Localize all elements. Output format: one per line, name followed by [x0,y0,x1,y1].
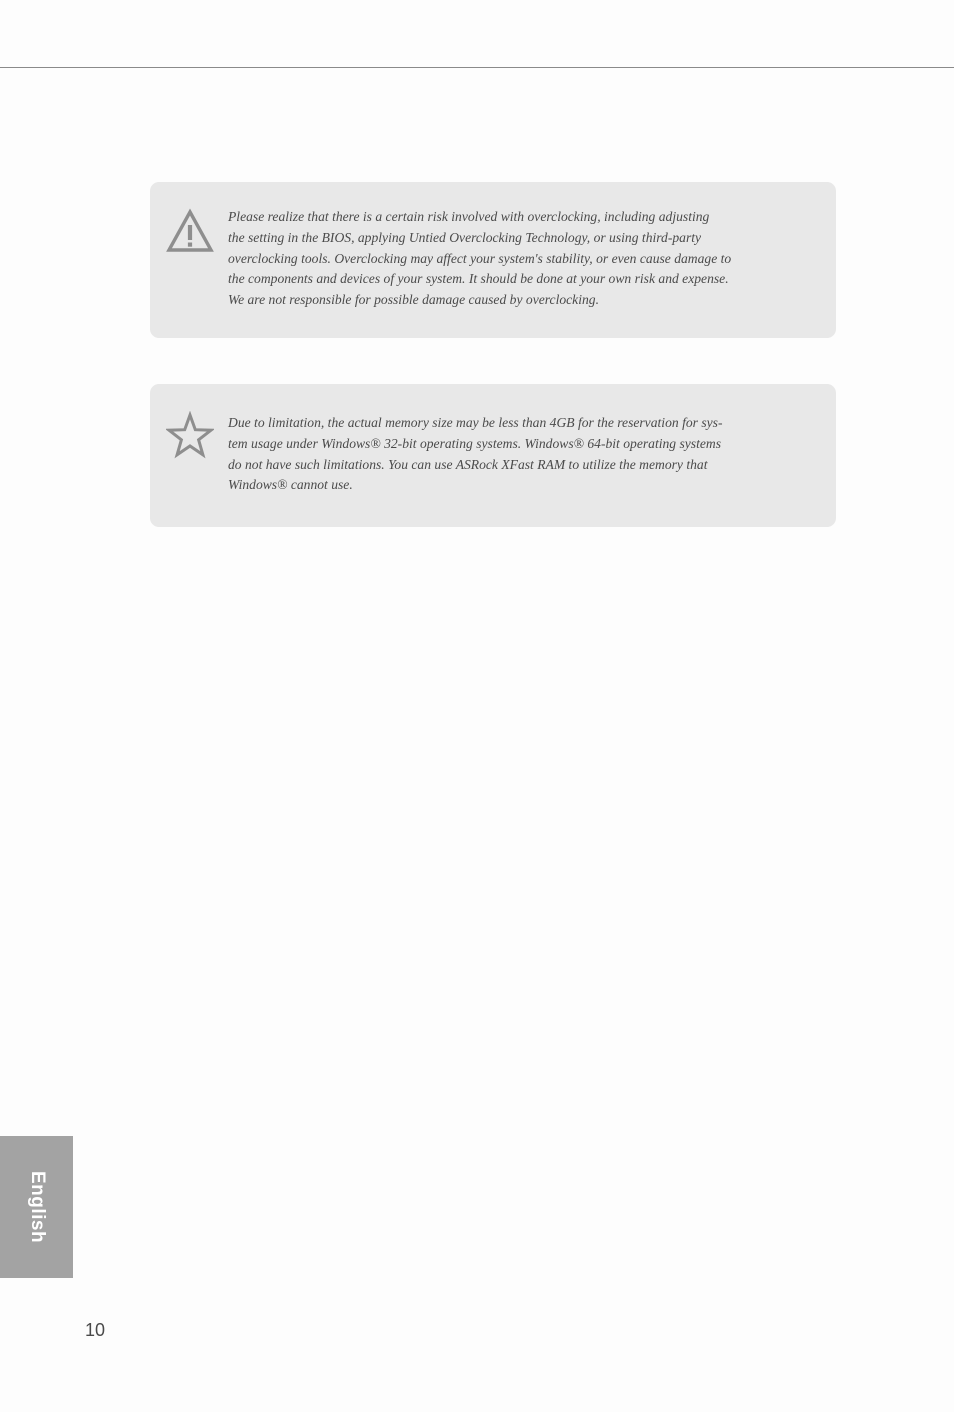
memory-note-line: do not have such limitations. You can use ASRock XFast RAM to utilize the memory that [228,456,708,472]
memory-note-line: Due to limitation, the actual memory size may be less than 4GB for the reservation for sys- [228,415,723,430]
language-tab [0,1136,73,1278]
memory-note-text [228,413,798,496]
star-outline-icon [166,411,214,459]
page-number: 10 [85,1320,106,1340]
warning-text-line: overclocking tools. Overclocking may affect your system's stability, or even cause damage to [228,250,732,266]
language-tab-label: English [26,1170,48,1244]
warning-text [228,207,798,311]
warning-text-line: the components and devices of your system. It should be done at your own risk and expense. [228,271,729,287]
memory-note-line: Windows® cannot use. [228,477,353,493]
memory-note-line: tem usage under Windows® 32-bit operating systems. Windows® 64-bit operating systems [228,435,722,451]
header-rule [0,67,954,68]
memory-note-box [150,384,836,527]
warning-text-line: We are not responsible for possible damage caused by overclocking. [228,292,599,308]
warning-triangle-icon [166,208,214,256]
warning-text-line: Please realize that there is a certain risk involved with overclocking, including adjusting [228,209,710,224]
warning-text-line: the setting in the BIOS, applying Untied Overclocking Technology, or using third-party [228,229,702,245]
overclocking-warning-box [150,182,836,338]
